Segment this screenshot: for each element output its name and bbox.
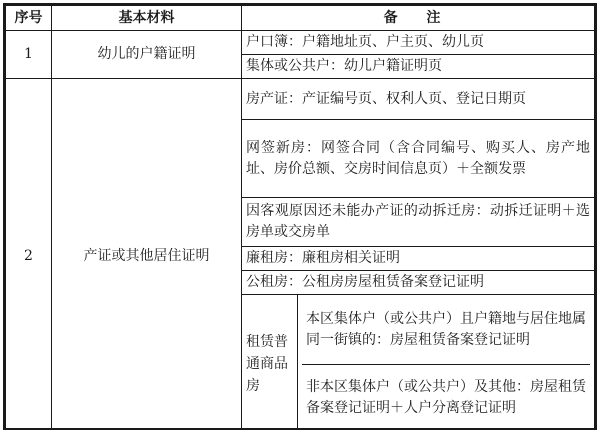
row1-material: 幼儿的户籍证明 [52,31,242,79]
table-row [6,31,595,55]
rental-subtype-cell [298,295,595,431]
rental-subtype-label: 租赁普通商品房 [242,295,298,431]
materials-table [5,5,595,430]
row1-note-2: 集体或公共户：幼儿户籍证明页 [242,55,595,79]
row2-note-1: 房产证：产证编号页、权利人页、登记日期页 [242,79,595,120]
rental-note-2: 非本区集体户（或公共户）及其他：房屋租赁备案登记证明＋人户分离登记证明 [302,364,590,430]
row2-note-4: 廉租房：廉租房相关证明 [242,247,595,271]
table-row [302,296,590,364]
table-row [302,364,590,430]
row2-seq: 2 [6,79,52,431]
row2-material: 产证或其他居住证明 [52,79,242,431]
header-seq: 序号 [6,6,52,31]
rental-subtable [302,296,590,430]
table-header-row [6,6,595,31]
header-notes: 备 注 [242,6,595,31]
row1-note-1: 户口簿：户籍地址页、户主页、幼儿页 [242,31,595,55]
row2-note-5: 公租房：公租房房屋租赁备案登记证明 [242,271,595,295]
row1-seq: 1 [6,31,52,79]
materials-table-document [3,3,597,430]
header-material: 基本材料 [52,6,242,31]
row2-note-3: 因客观原因还未能办产证的动拆迁房：动拆迁证明＋选房单或交房单 [242,198,595,247]
rental-note-1: 本区集体户（或公共户）且户籍地与居住地属同一街镇的：房屋租赁备案登记证明 [302,296,590,364]
table-row [6,79,595,120]
row2-note-2: 网签新房：网签合同（含合同编号、购买人、房产地址、房价总额、交房时间信息页）＋全额发票 [242,120,595,198]
